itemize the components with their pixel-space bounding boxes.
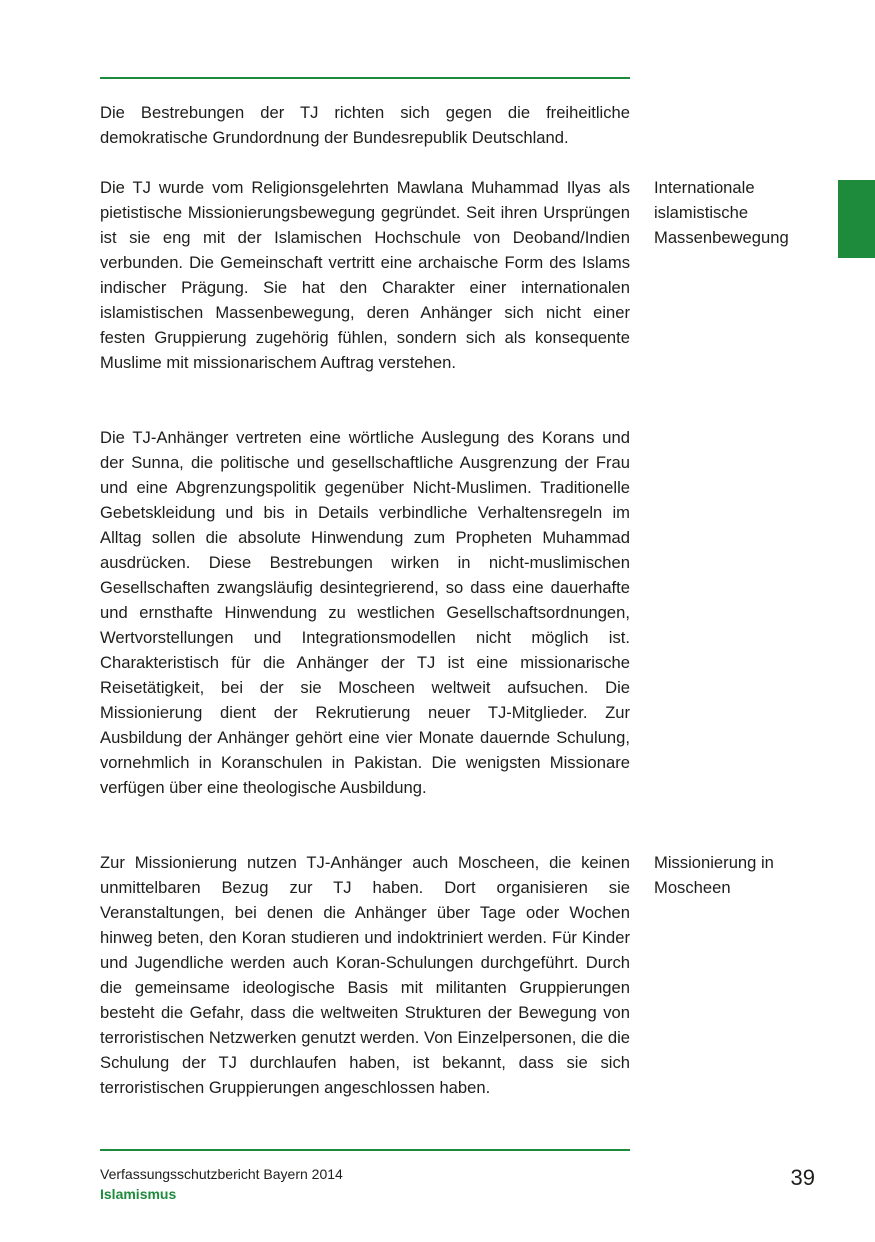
body-paragraph-3: Die TJ-Anhänger vertreten eine wörtliche Auslegung des Korans und der Sunna, die politische und gesellschaftliche Ausgrenzung der Frau und eine Abgrenzungspolitik gegenüber Nicht-Muslimen. Traditionelle Gebetskleidung und bis in Details verbindliche Verhaltensregeln im Alltag sollen die absolute Hinwendung zum Propheten Muhammad ausdrücken. Diese Bestrebungen wirken in nicht-muslimischen Gesellschaften zwangsläufig desintegrierend, so dass eine dauerhafte und ernsthafte Hinwendung zu westlichen Gesellschaftsordnungen, Wertvorstellungen und Integrationsmodellen nicht möglich ist. Charakteristisch für die Anhänger der TJ ist eine missionarische Reisetätigkeit, bei der sie Moscheen weltweit aufsuchen. Die Missionierung dient der Rekrutierung neuer TJ-Mitglieder. Zur Ausbildung der Anhänger gehört eine vier Monate dauernde Schulung, vornehmlich in Koranschulen in Pakistan. Die wenigsten Missionare verfügen über eine theologische Ausbildung. — [100, 428, 630, 797]
margin-note-line: Moscheen — [654, 878, 731, 897]
page-number: 39 — [790, 1165, 815, 1190]
body-paragraph-1: Die Bestrebungen der TJ richten sich gegen die freiheitliche demokratische Grundordnung der Bundesrepublik Deutschland. — [100, 103, 630, 147]
margin-note-moscheen — [654, 850, 829, 900]
body-paragraph-4: Zur Missionierung nutzen TJ-Anhänger auch Moscheen, die keinen unmittelbaren Bezug zur TJ haben. Dort organisieren sie Veranstaltungen, bei denen die Anhänger über Tage oder Wochen hinweg beten, den Koran studieren und indoktriniert werden. Für Kinder und Jugendliche werden auch Koran-Schulungen durchgeführt. Durch die gemeinsame ideologische Basis mit militanten Gruppierungen besteht die Gefahr, dass die weltweiten Strukturen der Bewegung von terroristischen Netzwerken genutzt werden. Von Einzelpersonen, die die Schulung der TJ durchlaufen haben, ist bekannt, dass sie sich terroristischen Gruppierungen angeschlossen haben. — [100, 853, 630, 1097]
body-paragraph-2: Die TJ wurde vom Religionsgelehrten Mawlana Muhammad Ilyas als pietistische Missionierungsbewegung gegründet. Seit ihren Ursprüngen ist sie eng mit der Islamischen Hochschule von Deoband/Indien verbunden. Die Gemeinschaft vertritt eine archaische Form des Islams indischer Prägung. Sie hat den Charakter einer internationalen islamistischen Massenbewegung, deren Anhänger sich nicht einer festen Gruppierung zugehörig fühlen, sondern sich als konsequente Muslime mit missionarischem Auftrag verstehen. — [100, 178, 630, 372]
bottom-rule — [100, 1149, 630, 1151]
margin-note-line: Missionierung in — [654, 853, 774, 872]
margin-note-line: Internationale — [654, 178, 755, 197]
top-rule — [100, 77, 630, 79]
footer-report-title: Verfassungsschutzbericht Bayern 2014 — [100, 1166, 343, 1182]
margin-note-line: islamistische — [654, 203, 749, 222]
chapter-tab-marker — [838, 180, 875, 258]
margin-note-massenbewegung — [654, 175, 829, 250]
margin-note-line: Massenbewegung — [654, 228, 789, 247]
footer-section-name: Islamismus — [100, 1186, 177, 1202]
